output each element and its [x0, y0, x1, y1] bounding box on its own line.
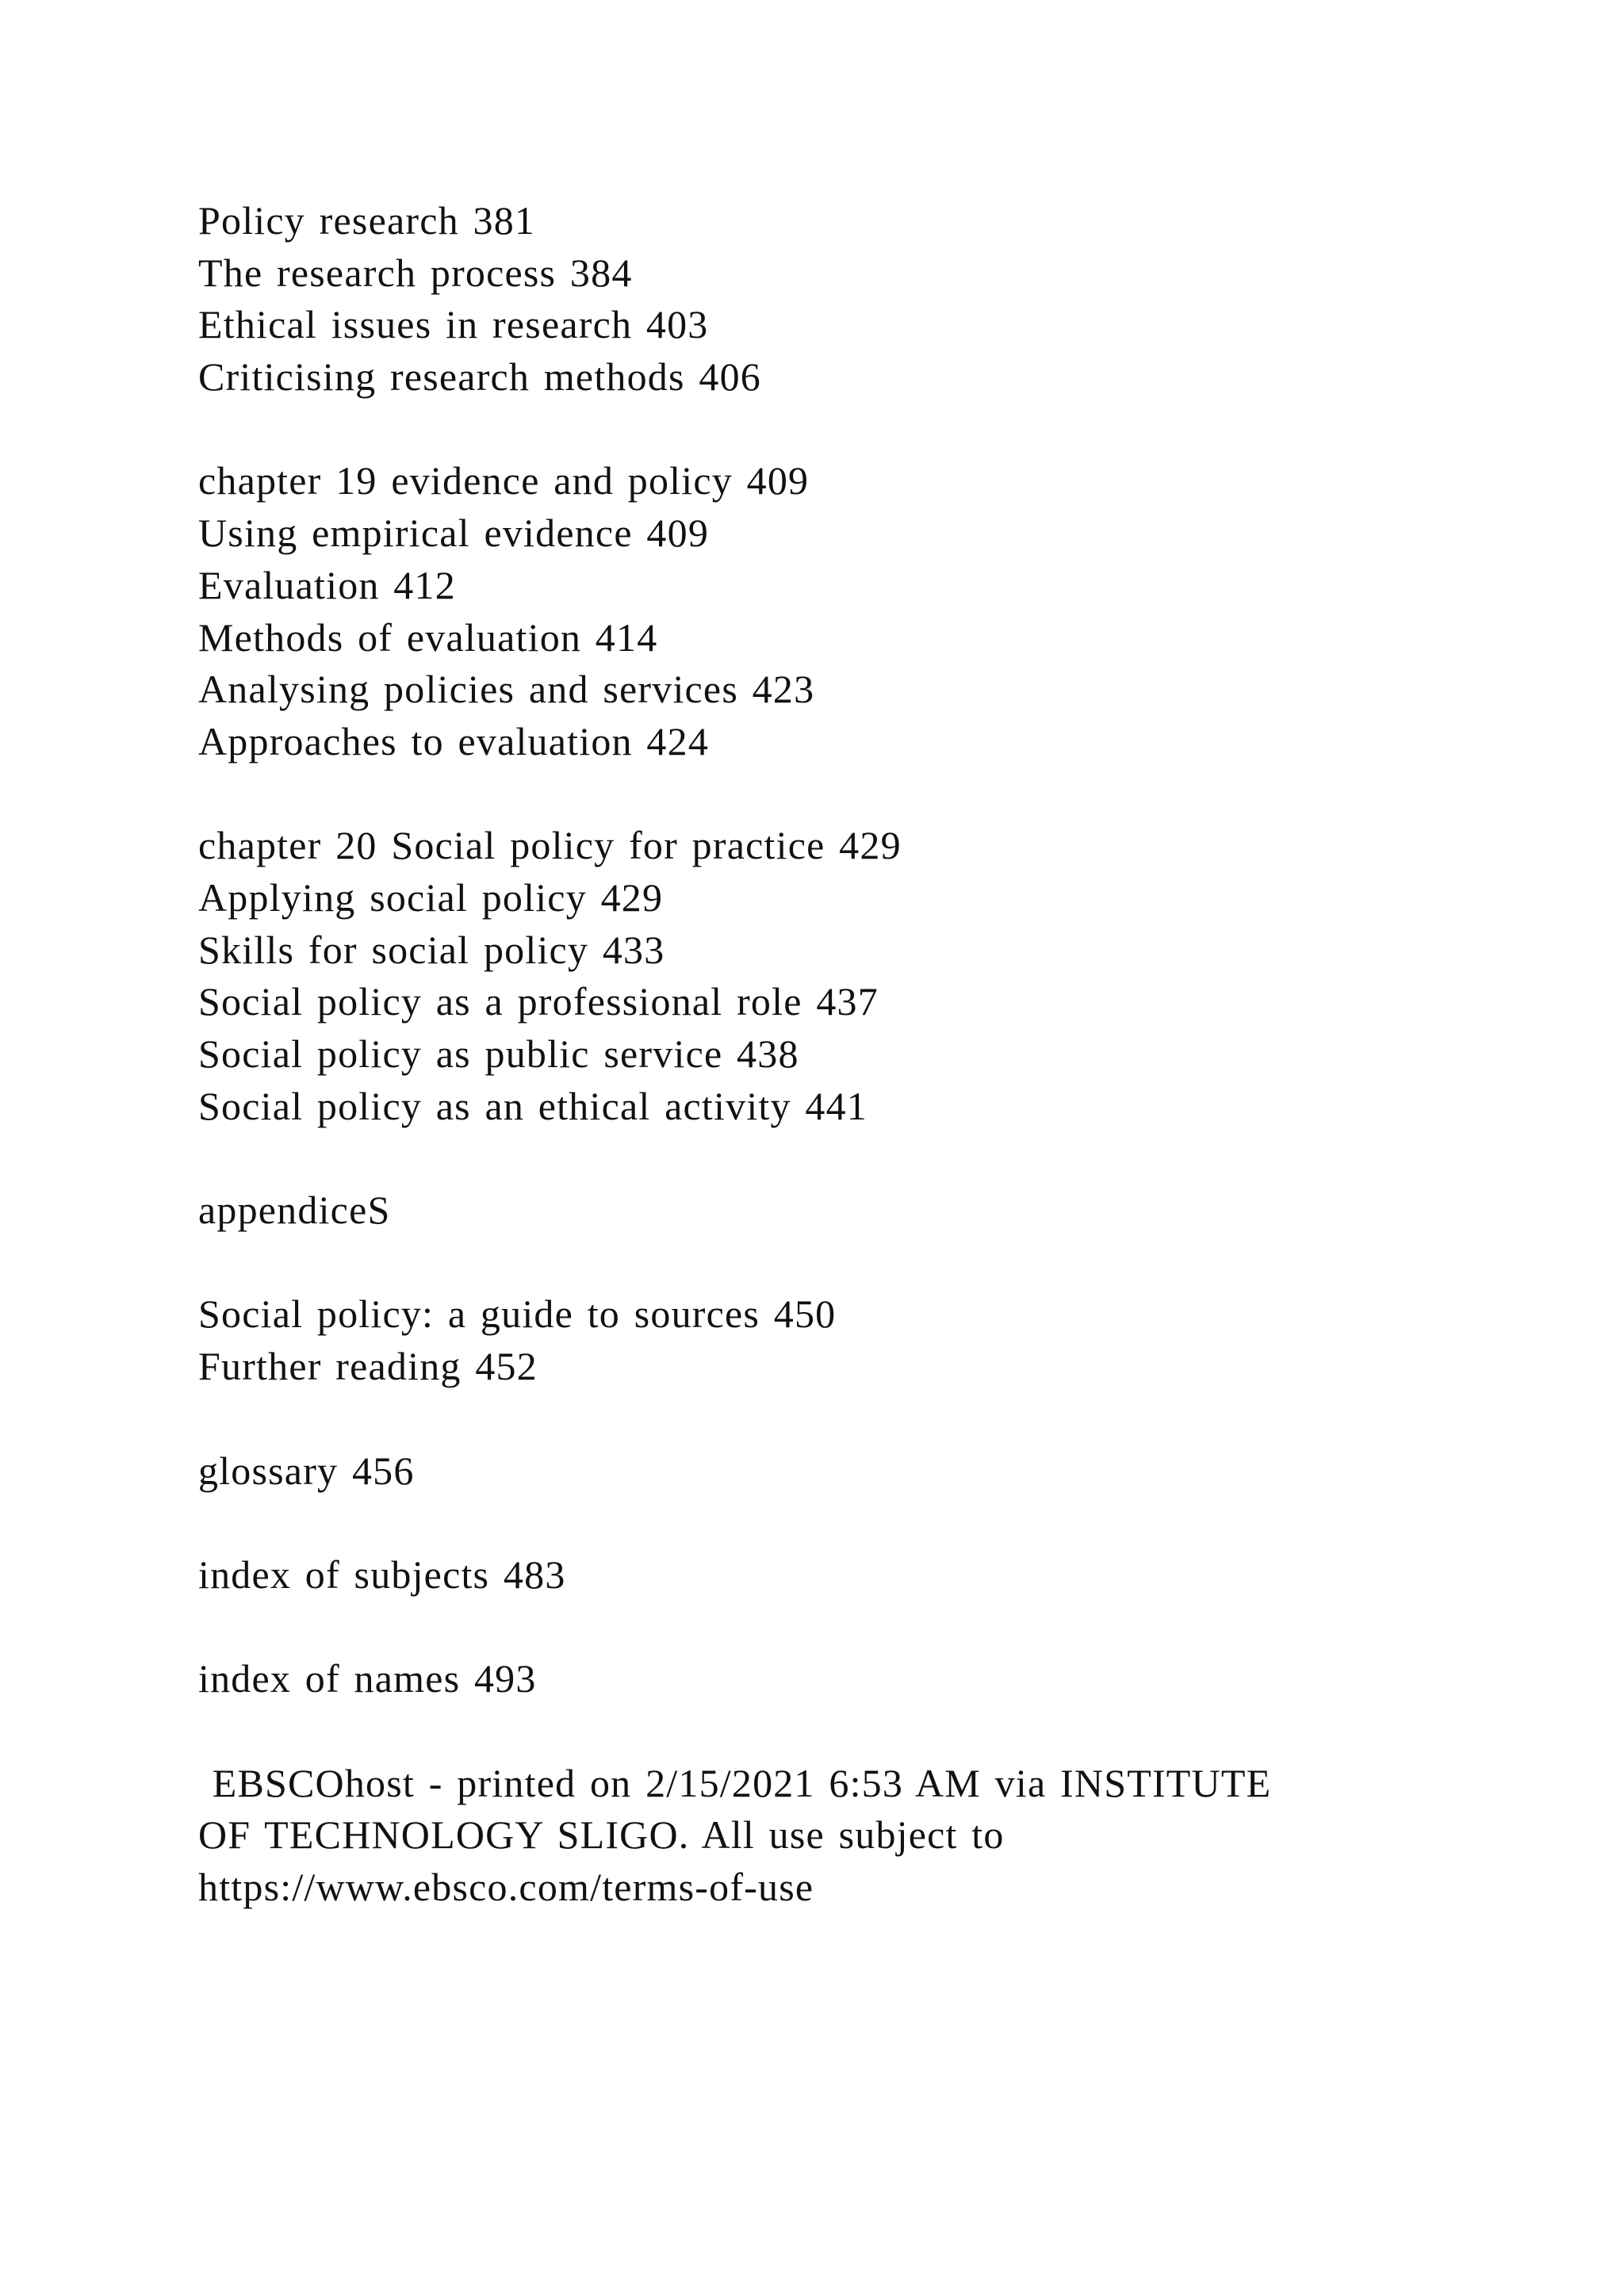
toc-entry: Approaches to evaluation 424 — [198, 718, 710, 763]
toc-entry: Analysing policies and services 423 — [198, 667, 815, 712]
toc-section-appendices — [198, 1184, 1546, 1237]
toc-entry: index of subjects 483 — [198, 1552, 566, 1597]
spacer — [198, 1237, 1546, 1289]
toc-section-chapter-20 — [198, 820, 1546, 1132]
spacer — [198, 404, 1546, 456]
toc-entry: Further reading 452 — [198, 1344, 538, 1389]
spacer — [198, 1393, 1546, 1445]
footer-notice — [198, 1758, 1546, 1914]
footer-line: EBSCOhost - printed on 2/15/2021 6:53 AM via INSTITUTE — [198, 1760, 1272, 1805]
toc-entry: Using empirical evidence 409 — [198, 511, 710, 556]
toc-entry: Policy research 381 — [198, 198, 536, 243]
toc-entry: Social policy as a professional role 437 — [198, 979, 879, 1024]
toc-section-glossary — [198, 1445, 1546, 1498]
spacer — [198, 768, 1546, 821]
spacer — [198, 1601, 1546, 1654]
section-heading: appendiceS — [198, 1188, 391, 1233]
toc-entry: Ethical issues in research 403 — [198, 302, 709, 347]
toc-entry: glossary 456 — [198, 1448, 415, 1493]
toc-section-chapter-19 — [198, 455, 1546, 767]
spacer — [198, 1705, 1546, 1758]
toc-entry: Social policy: a guide to sources 450 — [198, 1292, 837, 1337]
toc-entry: Social policy as an ethical activity 441 — [198, 1083, 868, 1128]
toc-section-research — [198, 195, 1546, 404]
footer-url: https://www.ebsco.com/terms-of-use — [198, 1865, 814, 1909]
toc-section-index-subjects — [198, 1549, 1546, 1601]
toc-entry: Criticising research methods 406 — [198, 354, 761, 400]
toc-entry: Methods of evaluation 414 — [198, 614, 658, 660]
toc-section-index-names — [198, 1653, 1546, 1705]
document-page — [198, 195, 1546, 1914]
toc-entry: Evaluation 412 — [198, 562, 456, 607]
toc-entry: Applying social policy 429 — [198, 874, 664, 920]
chapter-heading: chapter 20 Social policy for practice 429 — [198, 823, 902, 868]
toc-entry: index of names 493 — [198, 1656, 537, 1701]
spacer — [198, 1497, 1546, 1549]
toc-entry: Skills for social policy 433 — [198, 927, 665, 972]
footer-line: OF TECHNOLOGY SLIGO. All use subject to — [198, 1812, 1005, 1858]
toc-section-appendix-entries — [198, 1288, 1546, 1392]
spacer — [198, 1132, 1546, 1184]
toc-entry: Social policy as public service 438 — [198, 1031, 799, 1076]
toc-entry: The research process 384 — [198, 250, 633, 295]
chapter-heading: chapter 19 evidence and policy 409 — [198, 458, 810, 503]
